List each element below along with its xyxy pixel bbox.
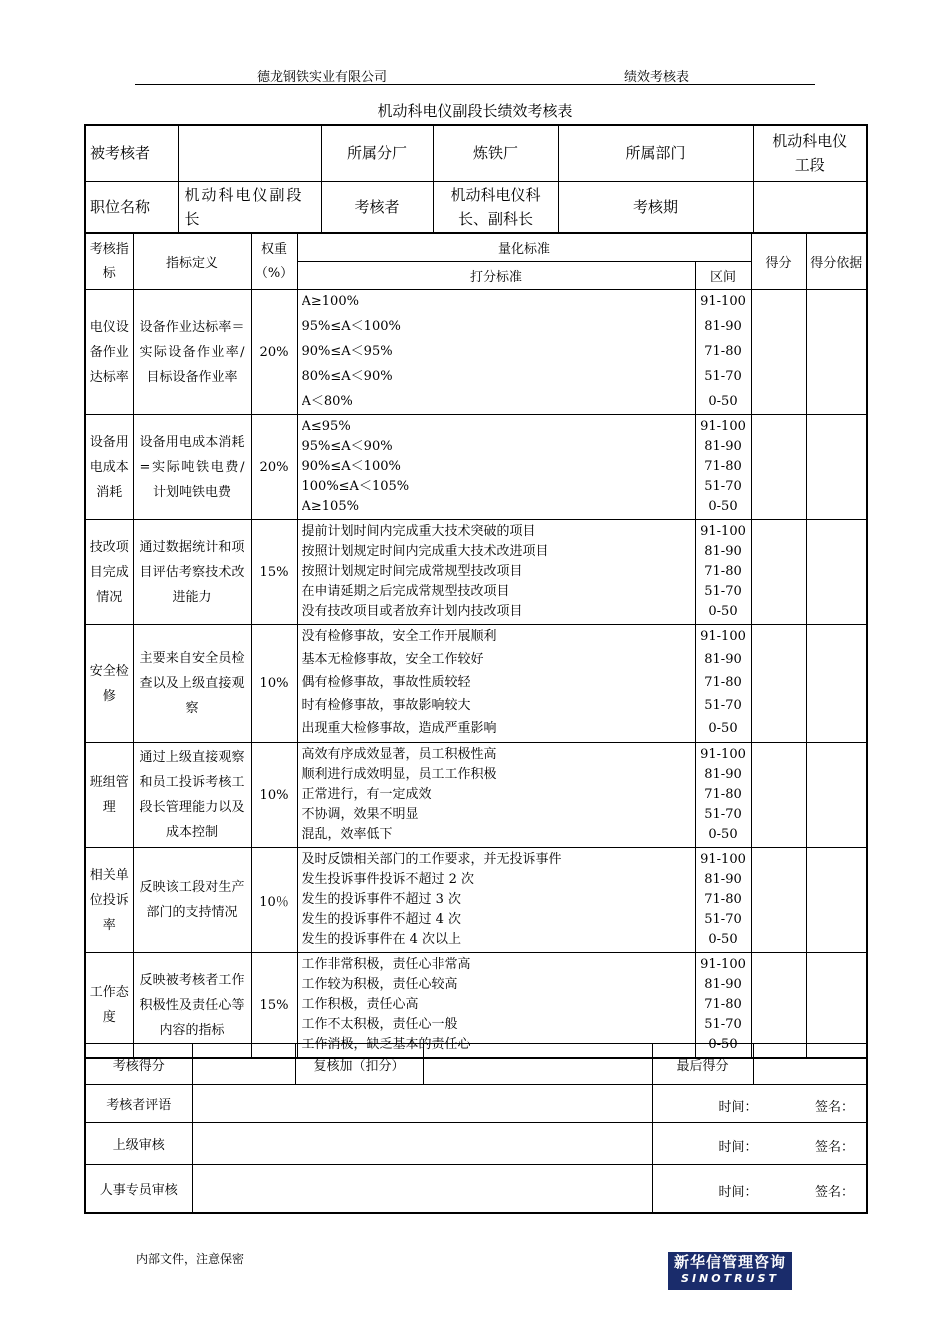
score-range (695, 743, 751, 848)
indicator-definition: 反映该工段对生产部门的支持情况 (133, 848, 251, 953)
criteria-text: 工作消极，缺乏基本的责任心 (302, 1035, 471, 1055)
criteria-line (302, 995, 691, 1015)
position-value[interactable]: 机动科电仪副段长 (178, 181, 321, 233)
criteria-text: 没有检修事故，安全工作开展顺利 (302, 627, 497, 647)
scoring-criteria (297, 520, 695, 625)
range-value: 81-90 (704, 977, 742, 992)
criteria-line (302, 890, 691, 910)
indicator-name: 设备用电成本消耗 (85, 415, 133, 520)
criteria-text: 工作积极，责任心高 (302, 995, 419, 1015)
range-value: 71-80 (704, 787, 742, 802)
range-value: 51-70 (704, 807, 742, 822)
criteria-text: A＜80% (302, 392, 353, 412)
range-value: 81-90 (704, 872, 742, 887)
indicator-row (85, 415, 867, 520)
final-label: 最后得分 (652, 1044, 753, 1085)
criteria-text: 按照计划规定时间内完成重大技术改进项目 (302, 542, 549, 562)
range-value: 51-70 (704, 479, 742, 494)
criteria-text: 90%≤A＜100% (302, 457, 401, 477)
indicator-weight: 20% (251, 290, 297, 415)
indicator-definition: 主要来自安全员检查以及上级直接观察 (133, 625, 251, 743)
criteria-text: 发生的投诉事件不超过 4 次 (302, 910, 462, 930)
score-cell[interactable] (751, 625, 806, 743)
indicator-row (85, 625, 867, 743)
col-range: 区间 (695, 262, 751, 290)
criteria-text: 没有技改项目或者放弃计划内技改项目 (302, 602, 523, 622)
criteria-line (302, 342, 691, 362)
recheck-value[interactable] (423, 1044, 652, 1085)
score-range (695, 625, 751, 743)
signoff-time: 时间： (718, 1100, 758, 1115)
range-value: 0-50 (708, 721, 738, 736)
score-range (695, 520, 751, 625)
signoff-signature: 签名： (814, 1140, 854, 1155)
criteria-text: 正常进行，有一定成效 (302, 785, 432, 805)
scoring-criteria (297, 625, 695, 743)
criteria-line (302, 696, 691, 716)
criteria-line (302, 457, 691, 477)
criteria-line (302, 497, 691, 517)
signoff-sign[interactable] (652, 1085, 867, 1123)
department-label: 所属部门 (558, 125, 753, 181)
kpi-table (84, 233, 868, 1059)
indicator-weight: 10% (251, 743, 297, 848)
indicator-name: 相关单位投诉率 (85, 848, 133, 953)
range-value: 71-80 (704, 344, 742, 359)
score-cell[interactable] (751, 743, 806, 848)
signoff-table (84, 1043, 868, 1214)
col-weight: 权重（%） (251, 234, 297, 290)
score-range (695, 848, 751, 953)
signoff-label: 考核者评语 (85, 1085, 192, 1123)
criteria-text: 出现重大检修事故，造成严重影响 (302, 719, 497, 739)
criteria-text: 工作较为积极，责任心较高 (302, 975, 458, 995)
range-value: 71-80 (704, 459, 742, 474)
criteria-text: A≥105% (302, 497, 359, 517)
criteria-text: 顺利进行成效明显，员工工作积极 (302, 765, 497, 785)
range-value: 0-50 (708, 604, 738, 619)
criteria-line (302, 602, 691, 622)
range-value: 51-70 (704, 369, 742, 384)
branch-value[interactable]: 炼铁厂 (433, 125, 558, 181)
criteria-text: 90%≤A＜95% (302, 342, 393, 362)
range-value: 81-90 (704, 319, 742, 334)
indicator-name: 技改项目完成情况 (85, 520, 133, 625)
criteria-text: 发生的投诉事件不超过 3 次 (302, 890, 462, 910)
assessor-value[interactable]: 机动科电仪科长、副科长 (433, 181, 558, 233)
score-value[interactable] (192, 1044, 295, 1085)
criteria-text: 不协调，效果不明显 (302, 805, 419, 825)
indicator-definition: 设备用电成本消耗=实际吨铁电费/计划吨铁电费 (133, 415, 251, 520)
page-title: 机动科电仪副段长绩效考核表 (377, 102, 573, 120)
criteria-line (302, 417, 691, 437)
indicator-weight: 10％ (251, 848, 297, 953)
criteria-line (302, 582, 691, 602)
criteria-text: 工作非常积极，责任心非常高 (302, 955, 471, 975)
footer-note: 内部文件，注意保密 (136, 1252, 245, 1266)
criteria-text: 80%≤A＜90% (302, 367, 393, 387)
criteria-text: 发生的投诉事件在 4 次以上 (302, 930, 462, 950)
col-scoring: 打分标准 (297, 262, 695, 290)
range-value: 91-100 (700, 852, 746, 867)
signoff-label: 人事专员审核 (85, 1165, 192, 1213)
range-value: 81-90 (704, 767, 742, 782)
indicator-name: 工作态度 (85, 953, 133, 1059)
period-value[interactable] (753, 181, 867, 233)
criteria-line (302, 870, 691, 890)
signoff-signature: 签名： (814, 1185, 854, 1200)
criteria-line (302, 930, 691, 950)
score-basis-cell[interactable] (806, 290, 867, 415)
score-cell[interactable] (751, 290, 806, 415)
indicator-row (85, 290, 867, 415)
criteria-line (302, 627, 691, 647)
department-value[interactable]: 机动科电仪工段 (753, 125, 867, 181)
criteria-line (302, 745, 691, 765)
criteria-line (302, 392, 691, 412)
criteria-line (302, 825, 691, 845)
criteria-line (302, 437, 691, 457)
criteria-text: 基本无检修事故，安全工作较好 (302, 650, 484, 670)
criteria-line (302, 562, 691, 582)
final-value[interactable] (753, 1044, 867, 1085)
col-score: 得分 (751, 234, 806, 290)
signoff-sign[interactable] (652, 1165, 867, 1213)
criteria-text: 偶有检修事故，事故性质较轻 (302, 673, 471, 693)
indicator-weight: 15% (251, 520, 297, 625)
company-name: 德龙钢铁实业有限公司 (257, 70, 388, 85)
document-type: 绩效考核表 (624, 70, 690, 85)
range-value: 91-100 (700, 419, 746, 434)
indicator-row (85, 743, 867, 848)
score-basis-cell[interactable] (806, 520, 867, 625)
score-basis-cell[interactable] (806, 415, 867, 520)
score-cell[interactable] (751, 415, 806, 520)
range-value: 0-50 (708, 827, 738, 842)
sinotrust-logo (668, 1252, 792, 1290)
range-value: 91-100 (700, 294, 746, 309)
range-value: 71-80 (704, 564, 742, 579)
criteria-line (302, 367, 691, 387)
examinee-label: 被考核者 (85, 125, 178, 181)
header-rule (135, 84, 815, 85)
logo-cn: 新华信管理咨询 (673, 1253, 786, 1271)
criteria-line (302, 673, 691, 693)
indicator-weight: 20% (251, 415, 297, 520)
criteria-line (302, 805, 691, 825)
criteria-line (302, 477, 691, 497)
range-value: 91-100 (700, 524, 746, 539)
range-value: 0-50 (708, 394, 738, 409)
criteria-text: 在申请延期之后完成常规型技改项目 (302, 582, 510, 602)
signoff-label: 上级审核 (85, 1123, 192, 1165)
criteria-text: 混乱，效率低下 (302, 825, 393, 845)
criteria-line (302, 719, 691, 739)
criteria-text: 95%≤A＜100% (302, 317, 401, 337)
range-value: 0-50 (708, 932, 738, 947)
position-label: 职位名称 (85, 181, 178, 233)
range-value: 91-100 (700, 629, 746, 644)
col-definition: 指标定义 (133, 234, 251, 290)
scoring-criteria (297, 290, 695, 415)
branch-label: 所属分厂 (321, 125, 433, 181)
indicator-name: 电仪设备作业达标率 (85, 290, 133, 415)
range-value: 71-80 (704, 675, 742, 690)
indicator-definition: 通过上级直接观察和员工投诉考核工段长管理能力以及成本控制 (133, 743, 251, 848)
indicator-definition: 反映被考核者工作积极性及责任心等内容的指标 (133, 953, 251, 1059)
range-value: 51-70 (704, 698, 742, 713)
range-value: 51-70 (704, 584, 742, 599)
criteria-line (302, 850, 691, 870)
criteria-text: 95%≤A＜90% (302, 437, 393, 457)
score-basis-cell[interactable] (806, 625, 867, 743)
criteria-line (302, 955, 691, 975)
signoff-comment[interactable] (192, 1085, 652, 1123)
criteria-line (302, 1015, 691, 1035)
criteria-line (302, 650, 691, 670)
indicator-definition: 通过数据统计和项目评估考察技术改进能力 (133, 520, 251, 625)
recheck-label: 复核加（扣分） (295, 1044, 423, 1085)
score-range (695, 290, 751, 415)
examinee-value[interactable] (178, 125, 321, 181)
score-range (695, 415, 751, 520)
range-value: 0-50 (708, 1037, 738, 1052)
indicator-weight: 10% (251, 625, 297, 743)
criteria-line (302, 317, 691, 337)
criteria-line (302, 765, 691, 785)
criteria-text: 时有检修事故，事故影响较大 (302, 696, 471, 716)
indicator-name: 班组管理 (85, 743, 133, 848)
criteria-text: 100%≤A＜105% (302, 477, 410, 497)
criteria-text: 发生投诉事件投诉不超过 2 次 (302, 870, 475, 890)
range-value: 71-80 (704, 997, 742, 1012)
criteria-text: 高效有序成效显著，员工积极性高 (302, 745, 497, 765)
criteria-line (302, 522, 691, 542)
criteria-line (302, 910, 691, 930)
criteria-text: 按照计划规定时间完成常规型技改项目 (302, 562, 523, 582)
assessor-label: 考核者 (321, 181, 433, 233)
score-cell[interactable] (751, 520, 806, 625)
range-value: 91-100 (700, 747, 746, 762)
indicator-definition: 设备作业达标率＝实际设备作业率/目标设备作业率 (133, 290, 251, 415)
criteria-line (302, 292, 691, 312)
criteria-text: 及时反馈相关部门的工作要求，并无投诉事件 (302, 850, 562, 870)
range-value: 0-50 (708, 499, 738, 514)
indicator-row (85, 520, 867, 625)
criteria-text: A≤95% (302, 417, 351, 437)
criteria-line (302, 785, 691, 805)
logo-en: SINOTRUST (681, 1272, 779, 1285)
criteria-text: 工作不太积极，责任心一般 (302, 1015, 458, 1035)
range-value: 91-100 (700, 957, 746, 972)
signoff-signature: 签名： (814, 1100, 854, 1115)
range-value: 81-90 (704, 652, 742, 667)
score-label: 考核得分 (85, 1044, 192, 1085)
scoring-criteria (297, 415, 695, 520)
indicator-name: 安全检修 (85, 625, 133, 743)
signoff-sign[interactable] (652, 1123, 867, 1165)
signoff-comment[interactable] (192, 1165, 652, 1213)
criteria-line (302, 542, 691, 562)
col-quant: 量化标准 (297, 234, 751, 262)
range-value: 81-90 (704, 544, 742, 559)
score-cell[interactable] (751, 848, 806, 953)
period-label: 考核期 (558, 181, 753, 233)
criteria-line (302, 975, 691, 995)
info-table (84, 124, 868, 234)
indicator-row (85, 848, 867, 953)
range-value: 81-90 (704, 439, 742, 454)
range-value: 71-80 (704, 892, 742, 907)
col-indicator: 考核指标 (85, 234, 133, 290)
scoring-criteria (297, 743, 695, 848)
scoring-criteria (297, 848, 695, 953)
score-basis-cell[interactable] (806, 848, 867, 953)
range-value: 51-70 (704, 912, 742, 927)
score-basis-cell[interactable] (806, 743, 867, 848)
col-basis: 得分依据 (806, 234, 867, 290)
indicator-weight: 15% (251, 953, 297, 1059)
signoff-time: 时间： (718, 1185, 758, 1200)
criteria-text: 提前计划时间内完成重大技术突破的项目 (302, 522, 536, 542)
signoff-comment[interactable] (192, 1123, 652, 1165)
criteria-text: A≥100% (302, 292, 359, 312)
range-value: 51-70 (704, 1017, 742, 1032)
signoff-time: 时间： (718, 1140, 758, 1155)
